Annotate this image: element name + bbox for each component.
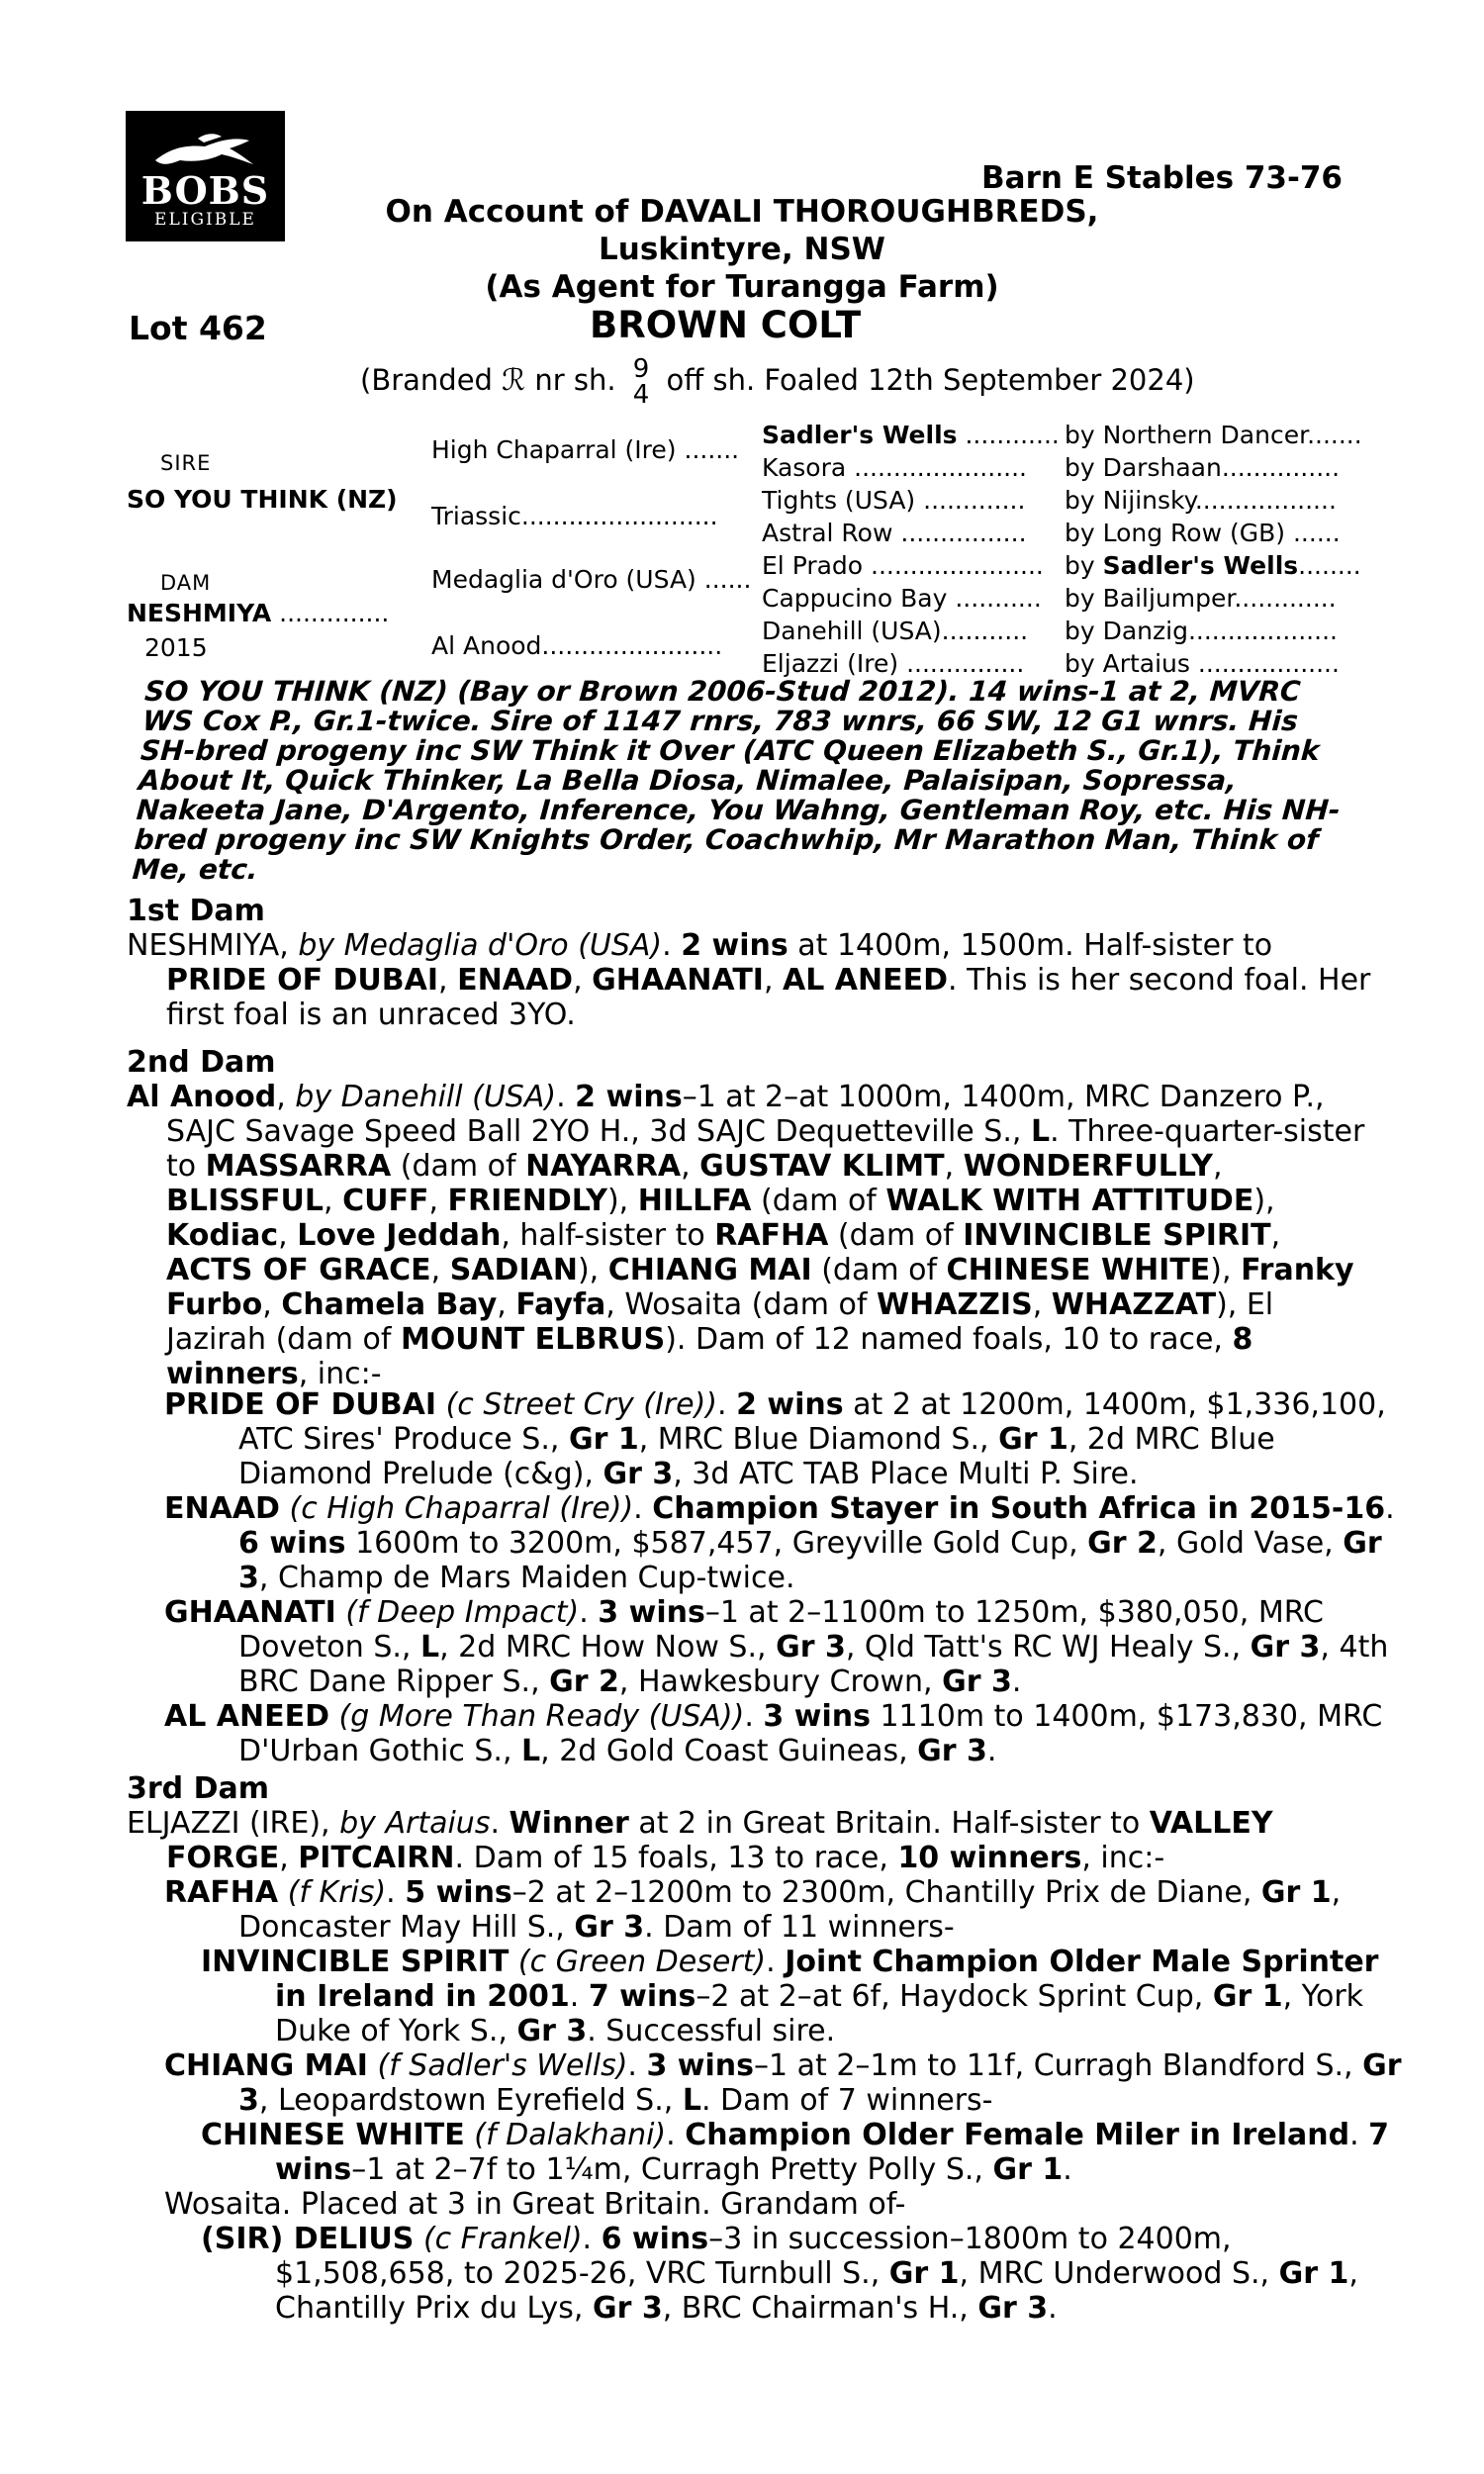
- pedigree-g1-item: Medaglia d'Oro (USA) ......: [431, 565, 752, 594]
- dam3-text: ELJAZZI (IRE), by Artaius. Winner at 2 in Great Britain. Half-sister to VALLEY FORGE, PITCAIRN. Dam of 15 foals, 13 to race, 10 winners, inc:-: [127, 1806, 1273, 1875]
- dam1-text: NESHMIYA, by Medaglia d'Oro (USA). 2 wins at 1400m, 1500m. Half-sister to PRIDE OF DUBAI, ENAAD, GHAANATI, AL ANEED. This is her second foal. Her first foal is an unraced 3YO.: [127, 928, 1371, 1032]
- pedigree-g3-item: by Nijinsky..................: [1065, 486, 1337, 515]
- dam2-text: Al Anood, by Danehill (USA). 2 wins–1 at 2–at 1000m, 1400m, MRC Danzero P., SAJC Savage Speed Ball 2YO H., 3d SAJC Dequetteville S., L. Three-quarter-sister to MASSARRA (dam of NAYARRA, GUSTAV KLIMT, WONDERFULLY, BLISSFUL, CUFF, FRIENDLY), HILLFA (dam of WALK WITH ATTITUDE), Kodiac, Love Jeddah, half-sister to RAFHA (dam of INVINCIBLE SPIRIT, ACTS OF GRACE, SADIAN), CHIANG MAI (dam of CHINESE WHITE), Franky Furbo, Chamela Bay, Fayfa, Wosaita (dam of WHAZZIS, WHAZZAT), El Jazirah (dam of MOUNT ELBRUS). Dam of 12 named foals, 10 to race, 8 winners, inc:-: [127, 1080, 1365, 1391]
- pedigree-g2-item: Astral Row ................: [762, 519, 1027, 547]
- pedigree-g3-item: by Darshaan...............: [1065, 453, 1341, 482]
- pedigree-g2-item: Tights (USA) .............: [762, 486, 1026, 515]
- pedigree-g1-item: Triassic.........................: [431, 502, 718, 530]
- progeny-entry: AL ANEED (g More Than Ready (USA)). 3 wins 1110m to 1400m, $173,830, MRC D'Urban Gothic S., L, 2d Gold Coast Guineas, Gr 3.: [164, 1699, 1383, 1768]
- dam-name-text: NESHMIYA: [127, 599, 272, 627]
- progeny-entry: Wosaita. Placed at 3 in Great Britain. Grandam of-: [164, 2187, 906, 2222]
- brand-near-shoulder: nr sh.: [534, 363, 616, 397]
- brand-top-digit: 9: [632, 354, 650, 384]
- progeny-entry: ENAAD (c High Chaparral (Ire)). Champion Stayer in South Africa in 2015-16. 6 wins 1600m to 3200m, $587,457, Greyville Gold Cup, Gr 2, Gold Vase, Gr 3, Champ de Mars Maiden Cup-twice.: [164, 1491, 1395, 1595]
- brand-suffix: off sh. Foaled 12th September 2024): [666, 363, 1195, 397]
- pedigree-g1-item: Al Anood.......................: [431, 631, 723, 660]
- vendor-location: Luskintyre, NSW: [599, 232, 885, 267]
- dam-year: 2015: [144, 633, 208, 662]
- brand-line: [360, 356, 1195, 408]
- progeny-entry: CHINESE WHITE (f Dalakhani). Champion Older Female Miler in Ireland. 7 wins–1 at 2–7f to 1¼m, Curragh Pretty Polly S., Gr 1.: [201, 2118, 1390, 2187]
- sire-label: SIRE: [160, 451, 212, 475]
- vendor-name: On Account of DAVALI THOROUGHBREDS,: [385, 194, 1099, 230]
- brand-bottom-digit: 4: [632, 380, 650, 410]
- sire-name: SO YOU THINK (NZ): [127, 485, 398, 514]
- brand-glyph-icon: ℛ: [502, 363, 526, 398]
- pedigree-g3-item: by Sadler's Wells........: [1065, 551, 1361, 580]
- progeny-entry: INVINCIBLE SPIRIT (c Green Desert). Joint Champion Older Male Sprinter in Ireland in 2001. 7 wins–2 at 2–at 6f, Haydock Sprint Cup, Gr 1, York Duke of York S., Gr 3. Successful sire.: [201, 1945, 1379, 2048]
- progeny-entry: RAFHA (f Kris). 5 wins–2 at 2–1200m to 2300m, Chantilly Prix de Diane, Gr 1, Doncaster May Hill S., Gr 3. Dam of 11 winners-: [164, 1875, 1342, 1945]
- progeny-entry: GHAANATI (f Deep Impact). 3 wins–1 at 2–1100m to 1250m, $380,050, MRC Doveton S., L, 2d MRC How Now S., Gr 3, Qld Tatt's RC WJ Healy S., Gr 3, 4th BRC Dane Ripper S., Gr 2, Hawkesbury Crown, Gr 3.: [164, 1595, 1389, 1699]
- horse-description: BROWN COLT: [590, 304, 862, 346]
- pedigree-g3-item: by Bailjumper.............: [1065, 584, 1337, 613]
- brand-off-shoulder-number: [633, 356, 650, 408]
- logo-text-eligible: ELIGIBLE: [154, 210, 256, 230]
- pedigree-g3-item: by Artaius ..................: [1065, 649, 1340, 678]
- pedigree-g2-item: Danehill (USA)...........: [762, 617, 1029, 645]
- pedigree-g2-item: Eljazzi (Ire) ...............: [762, 649, 1025, 678]
- pedigree-g2-item: El Prado ......................: [762, 551, 1044, 580]
- pedigree-g3-item: by Northern Dancer.......: [1065, 421, 1362, 449]
- bobs-eligible-logo: [126, 111, 285, 241]
- section-heading-2nd-dam: 2nd Dam: [127, 1045, 276, 1080]
- progeny-entry: PRIDE OF DUBAI (c Street Cry (Ire)). 2 wins at 2 at 1200m, 1400m, $1,336,100, ATC Sires' Produce S., Gr 1, MRC Blue Diamond S., Gr 1, 2d MRC Blue Diamond Prelude (c&g), Gr 3, 3d ATC TAB Place Multi P. Sire.: [164, 1387, 1386, 1491]
- logo-text-bobs: BOBS: [140, 168, 270, 213]
- pedigree-g2-item: Cappucino Bay ...........: [762, 584, 1042, 613]
- pedigree-g2-item: Sadler's Wells ............: [762, 421, 1060, 449]
- progeny-entry: (SIR) DELIUS (c Frankel). 6 wins–3 in succession–1800m to 2400m, $1,508,658, to 2025-26, VRC Turnbull S., Gr 1, MRC Underwood S., Gr 1, Chantilly Prix du Lys, Gr 3, BRC Chairman's H., Gr 3.: [201, 2222, 1358, 2326]
- vendor-agent: (As Agent for Turangga Farm): [485, 269, 999, 305]
- horse-racing-icon: [150, 131, 259, 170]
- pedigree-g1-item: High Chaparral (Ire) .......: [431, 435, 740, 464]
- barn-location: Barn E Stables 73-76: [981, 160, 1343, 196]
- pedigree-g2-item: Kasora ......................: [762, 453, 1027, 482]
- dam-label: DAM: [160, 571, 212, 595]
- sire-summary: SO YOU THINK (NZ) (Bay or Brown 2006-Stud 2012). 14 wins-1 at 2, MVRC WS Cox P., Gr.1-twice. Sire of 1147 rnrs, 783 wnrs, 66 SW, 12 G1 wnrs. His SH-bred progeny inc SW Think it Over (ATC Queen Elizabeth S., Gr.1), Think About It, Quick Thinker, La Bella Diosa, Nimalee, Palaisipan, Sopressa, Nakeeta Jane, D'Argento, Inference, You Wahng, Gentleman Roy, etc. His NH-bred progeny inc SW Knights Order, Coachwhip, Mr Marathon Man, Think of Me, etc.: [131, 675, 1342, 886]
- progeny-entry: CHIANG MAI (f Sadler's Wells). 3 wins–1 at 2–1m to 11f, Curragh Blandford S., Gr 3, Leopardstown Eyrefield S., L. Dam of 7 winners-: [164, 2048, 1402, 2118]
- section-heading-1st-dam: 1st Dam: [127, 894, 265, 928]
- dam-name: NESHMIYA ..............: [127, 599, 390, 627]
- pedigree-g3-item: by Long Row (GB) ......: [1065, 519, 1341, 547]
- pedigree-g3-item: by Danzig...................: [1065, 617, 1338, 645]
- lot-number: Lot 462: [129, 309, 267, 347]
- section-heading-3rd-dam: 3rd Dam: [127, 1771, 269, 1806]
- brand-prefix: (Branded: [360, 363, 493, 397]
